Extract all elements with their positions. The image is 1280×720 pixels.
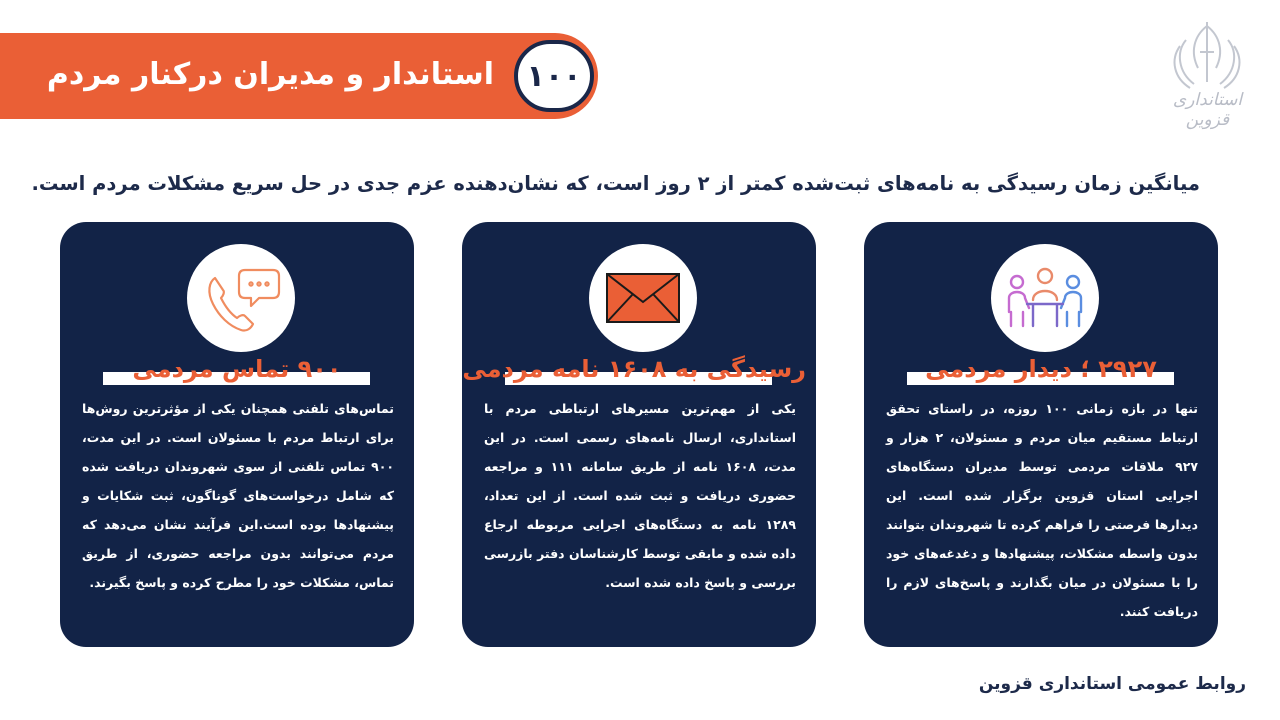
footer-credit: روابط عمومی استانداری قزوین bbox=[978, 674, 1246, 694]
count-badge: ۱۰۰ bbox=[514, 40, 594, 112]
card-title: ۹۰۰ تماس مردمی bbox=[70, 350, 404, 388]
logo-caption: استانداری قزوین bbox=[1172, 90, 1243, 130]
card-text: یکی از مهم‌ترین مسیرهای ارتباطی مردم با استانداری، ارسال نامه‌های رسمی است. در این مدت، ۱۶۰۸ نامه از طریق سامانه ۱۱۱ و مراجعه حضوری دریافت و ثبت شده است. از این تعداد، ۱۲۸۹ نامه به دستگاه‌های اجرایی مربوطه ارجاع داده شده و مابقی توسط کارشناسان دفتر بازرسی بررسی و پاسخ داده شده است. bbox=[484, 401, 796, 590]
phone-chat-icon bbox=[201, 262, 281, 334]
card-letters bbox=[462, 222, 816, 647]
icon-circle bbox=[187, 244, 295, 352]
card-text: تماس‌های تلفنی همچنان یکی از مؤثرترین روش‌ها برای ارتباط مردم با مسئولان است. در این مدت، ۹۰۰ تماس تلفنی از سوی شهروندان دریافت شده که شامل درخواست‌های گوناگون، ثبت شکایات و پیشنهادها بوده است.این فرآیند نشان می‌دهد که مردم می‌توانند بدون مراجعه حضوری، از طریق تماس، مشکلات خود را مطرح کرده و پاسخ بگیرند. bbox=[82, 401, 394, 590]
card-meetings bbox=[864, 222, 1218, 647]
page-title: استاندار و مدیران درکنار مردم bbox=[46, 57, 494, 92]
envelope-icon bbox=[605, 272, 681, 324]
icon-circle bbox=[589, 244, 697, 352]
subtitle: میانگین زمان رسیدگی به نامه‌های ثبت‌شده کمتر از ۲ روز است، که نشان‌دهنده عزم جدی در حل سریع مشکلات مردم است. bbox=[31, 172, 1200, 195]
card-text: تنها در بازه زمانی ۱۰۰ روزه، در راستای تحقق ارتباط مستقیم میان مردم و مسئولان، ۲ هزار و ۹۲۷ ملاقات مردمی توسط مدیران دستگاه‌های اجرایی استان قزوین برگزار شده است. این دیدارها فرصتی را فراهم کرده تا شهروندان بتوانند بدون واسطه مشکلات، پیشنهادها و دغدغه‌های خود را با مسئولان در میان بگذارند و پاسخ‌های لازم را دریافت کنند. bbox=[886, 401, 1199, 619]
card-title: ۲۹۲۷ ؛ دیدار مردمی bbox=[874, 350, 1208, 388]
card-title: رسیدگی به ۱۶۰۸ نامه مردمی bbox=[472, 350, 806, 388]
card-calls bbox=[60, 222, 414, 647]
icon-circle bbox=[991, 244, 1099, 352]
meeting-icon bbox=[1003, 264, 1087, 332]
